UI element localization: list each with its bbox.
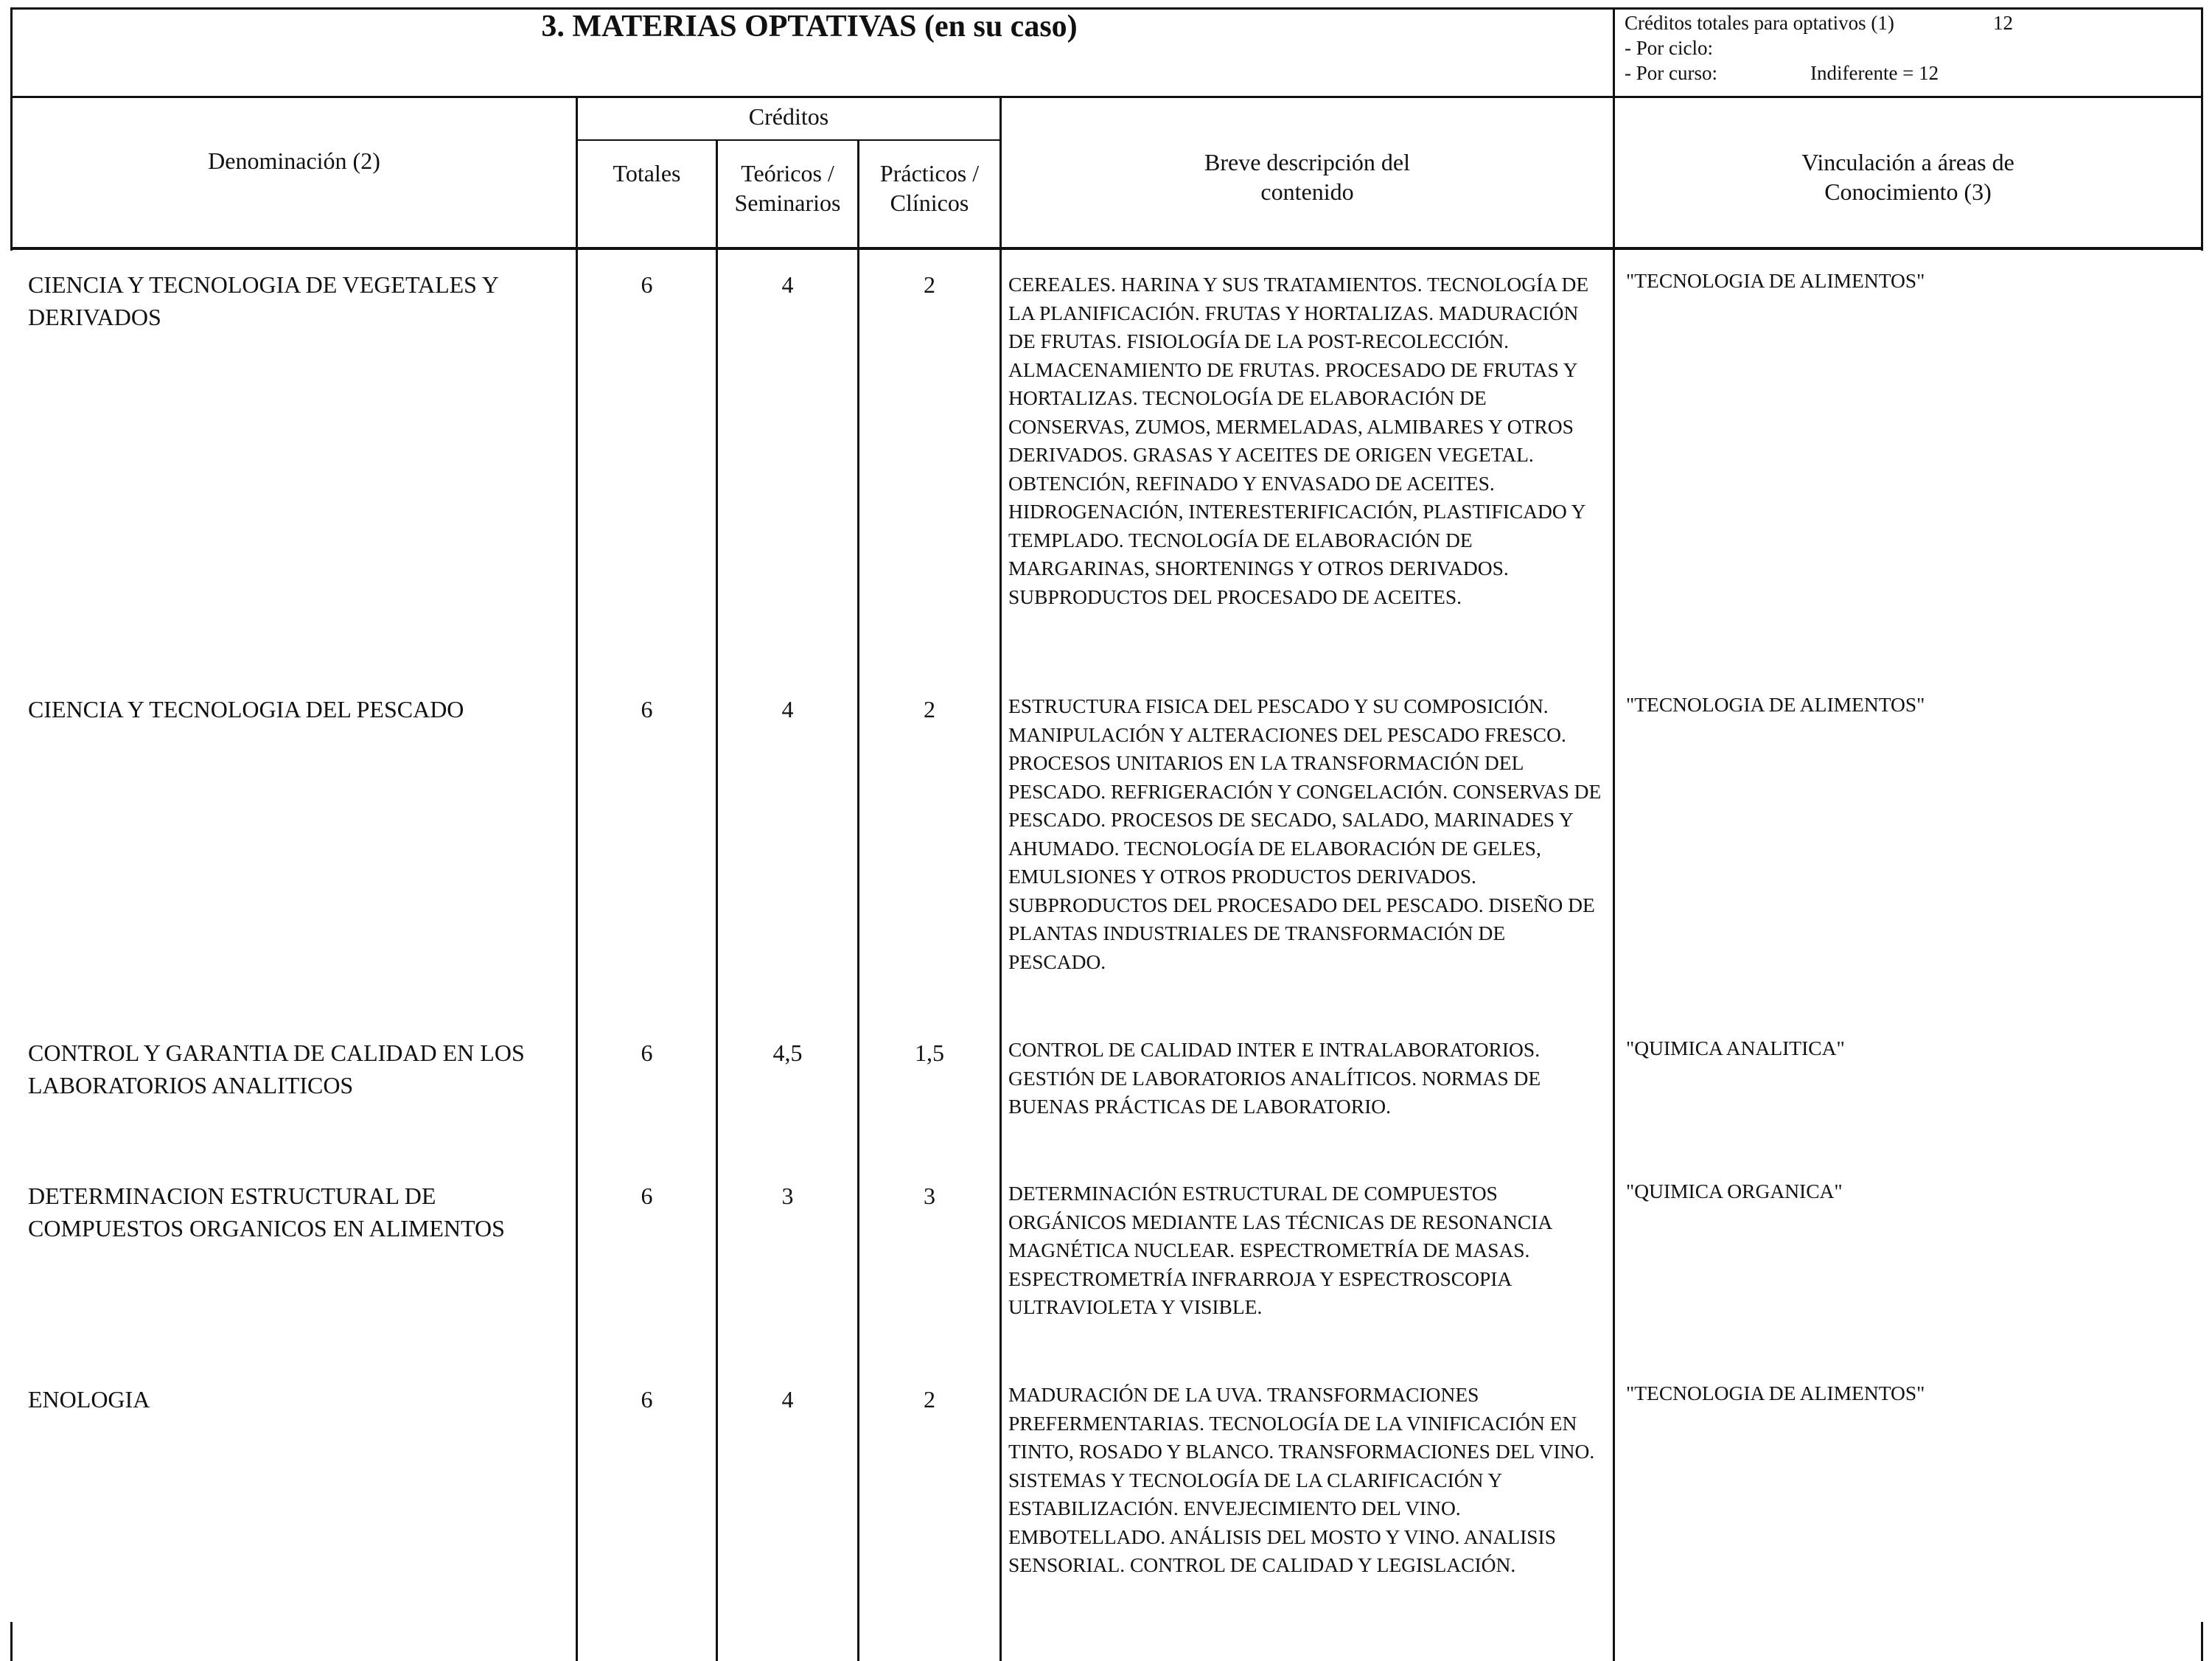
row-1-teoricos: 4: [781, 271, 794, 298]
header-teoricos-line2: Seminarios: [734, 189, 841, 216]
header-practicos: [859, 159, 999, 217]
row-5-practicos: 2: [924, 1386, 935, 1413]
row-3-descripcion: CONTROL DE CALIDAD INTER E INTRALABORATORIOS. GESTIÓN DE LABORATORIOS ANALÍTICOS. NORMAS DE BUENAS PRÁCTICAS DE LABORATORIO.: [1008, 1038, 1541, 1118]
por-curso-label: - Por curso:: [1625, 62, 1717, 84]
header-practicos-line2: Clínicos: [890, 189, 969, 216]
row-4-denominacion: DETERMINACION ESTRUCTURAL DE COMPUESTOS ORGANICOS EN ALIMENTOS: [28, 1183, 505, 1242]
col-line-4: [999, 97, 1002, 1661]
header-teoricos-line1: Teóricos /: [741, 160, 834, 187]
row-1-vinculacion: "TECNOLOGIA DE ALIMENTOS": [1626, 269, 1925, 292]
row-2-denominacion: CIENCIA Y TECNOLOGIA DEL PESCADO: [28, 696, 464, 722]
row-4-totales: 6: [641, 1183, 653, 1209]
row-2-descripcion: ESTRUCTURA FISICA DEL PESCADO Y SU COMPOSICIÓN. MANIPULACIÓN Y ALTERACIONES DEL PESCADO FRESCO. PROCESOS UNITARIOS EN LA TRANSFORMACIÓN DEL PESCADO. REFRIGERACIÓN Y CONGELACIÓN. CONSERVAS DE PESCADO. PROCESOS DE SECADO, SALADO, MARINADES Y AHUMADO. TECNOLOGÍA DE ELABORACIÓN DE GELES, EMULSIONES Y OTROS PRODUCTOS DERIVADOS. SUBPRODUCTOS DEL PROCESADO DEL PESCADO. DISEÑO DE PLANTAS INDUSTRIALES DE TRANSFORMACIÓN DE PESCADO.: [1008, 694, 1602, 973]
header-totales: Totales: [613, 160, 681, 187]
frame-right: [2201, 7, 2203, 251]
col-line-2: [716, 139, 718, 1661]
por-curso-value: Indiferente = 12: [1810, 62, 1939, 84]
row-1-totales: 6: [641, 271, 653, 298]
header-practicos-line1: Prácticos /: [879, 160, 980, 187]
por-curso-row: [1625, 60, 2199, 86]
row-2-totales: 6: [641, 696, 653, 722]
row-4-teoricos: 3: [781, 1183, 794, 1209]
row-5-teoricos: 4: [781, 1386, 794, 1413]
credits-total-value: 12: [1993, 12, 2013, 34]
header-vinculacion: [1615, 147, 2201, 206]
creditos-under-line: [576, 139, 1001, 141]
por-ciclo-label: - Por ciclo:: [1625, 37, 1713, 59]
header-descripcion-line2: contenido: [1260, 178, 1354, 205]
row-4-descripcion: DETERMINACIÓN ESTRUCTURAL DE COMPUESTOS ORGÁNICOS MEDIANTE LAS TÉCNICAS DE RESONANCIA MAGNÉTICA NUCLEAR. ESPECTROMETRÍA DE MASAS. ESPECTROMETRÍA INFRARROJA Y ESPECTROSCOPIA ULTRAVIOLETA Y VISIBLE.: [1008, 1182, 1552, 1318]
row-3-denominacion: CONTROL Y GARANTIA DE CALIDAD EN LOS LABORATORIOS ANALITICOS: [28, 1040, 525, 1098]
row-1-denominacion: CIENCIA Y TECNOLOGIA DE VEGETALES Y DERIVADOS: [28, 271, 498, 330]
row-3-vinculacion: "QUIMICA ANALITICA": [1626, 1037, 1845, 1059]
title-bottom-line: [10, 96, 2203, 98]
row-4-vinculacion: "QUIMICA ORGANICA": [1626, 1180, 1843, 1202]
header-vinculacion-line1: Vinculación a áreas de: [1801, 149, 2014, 175]
row-3-practicos: 1,5: [915, 1040, 944, 1066]
row-2-practicos: 2: [924, 696, 935, 722]
row-4-practicos: 3: [924, 1183, 935, 1209]
col-line-1: [576, 97, 578, 1661]
header-descripcion-line1: Breve descripción del: [1204, 149, 1410, 175]
header-teoricos: [718, 159, 857, 217]
row-bottom-right-tick: [2201, 1622, 2203, 1661]
header-denominacion: Denominación (2): [208, 147, 380, 174]
page-title: 3. MATERIAS OPTATIVAS (en su caso): [541, 10, 1078, 43]
credits-total-label: Créditos totales para optativos (1): [1625, 12, 1894, 34]
header-creditos: Créditos: [748, 103, 829, 130]
por-ciclo-row: [1625, 35, 2199, 60]
header-vinculacion-line2: Conocimiento (3): [1824, 178, 1992, 205]
header-bottom-line: [10, 247, 2203, 250]
row-2-teoricos: 4: [781, 696, 794, 722]
row-5-totales: 6: [641, 1386, 653, 1413]
col-line-3: [857, 139, 859, 1661]
row-1-descripcion: CEREALES. HARINA Y SUS TRATAMIENTOS. TECNOLOGÍA DE LA PLANIFICACIÓN. FRUTAS Y HORTALIZAS. MADURACIÓN DE FRUTAS. FISIOLOGÍA DE LA POST-RECOLECCIÓN. ALMACENAMIENTO DE FRUTAS. PROCESADO DE FRUTAS Y HORTALIZAS. TECNOLOGÍA DE ELABORACIÓN DE CONSERVAS, ZUMOS, MERMELADAS, ALMIBARES Y OTROS DERIVADOS. GRASAS Y ACEITES DE ORIGEN VEGETAL. OBTENCIÓN, REFINADO Y ENVASADO DE ACEITES. HIDROGENACIÓN, INTERESTERIFICACIÓN, PLASTIFICADO Y TEMPLADO. TECNOLOGÍA DE ELABORACIÓN DE MARGARINAS, SHORTENINGS Y OTROS DERIVADOS. SUBPRODUCTOS DEL PROCESADO DE ACEITES.: [1008, 273, 1589, 608]
row-3-totales: 6: [641, 1040, 653, 1066]
row-3-teoricos: 4,5: [772, 1040, 803, 1066]
row-5-vinculacion: "TECNOLOGIA DE ALIMENTOS": [1626, 1382, 1925, 1404]
row-1-practicos: 2: [924, 271, 935, 298]
row-5-denominacion: ENOLOGIA: [28, 1386, 150, 1413]
credits-summary: [1625, 10, 2199, 86]
header-descripcion: [1002, 147, 1613, 206]
title-divider: [1613, 7, 1615, 1661]
row-5-descripcion: MADURACIÓN DE LA UVA. TRANSFORMACIONES PREFERMENTARIAS. TECNOLOGÍA DE LA VINIFICACIÓN EN TINTO, ROSADO Y BLANCO. TRANSFORMACIONES DEL VINO. SISTEMAS Y TECNOLOGÍA DE LA CLARIFICACIÓN Y ESTABILIZACIÓN. ENVEJECIMIENTO DEL VINO. EMBOTELLADO. ANÁLISIS DEL MOSTO Y VINO. ANALISIS SENSORIAL. CONTROL DE CALIDAD Y LEGISLACIÓN.: [1008, 1383, 1595, 1576]
credits-total-row: [1625, 10, 2199, 35]
row-bottom-left-tick: [10, 1622, 13, 1661]
row-2-vinculacion: "TECNOLOGIA DE ALIMENTOS": [1626, 693, 1925, 716]
